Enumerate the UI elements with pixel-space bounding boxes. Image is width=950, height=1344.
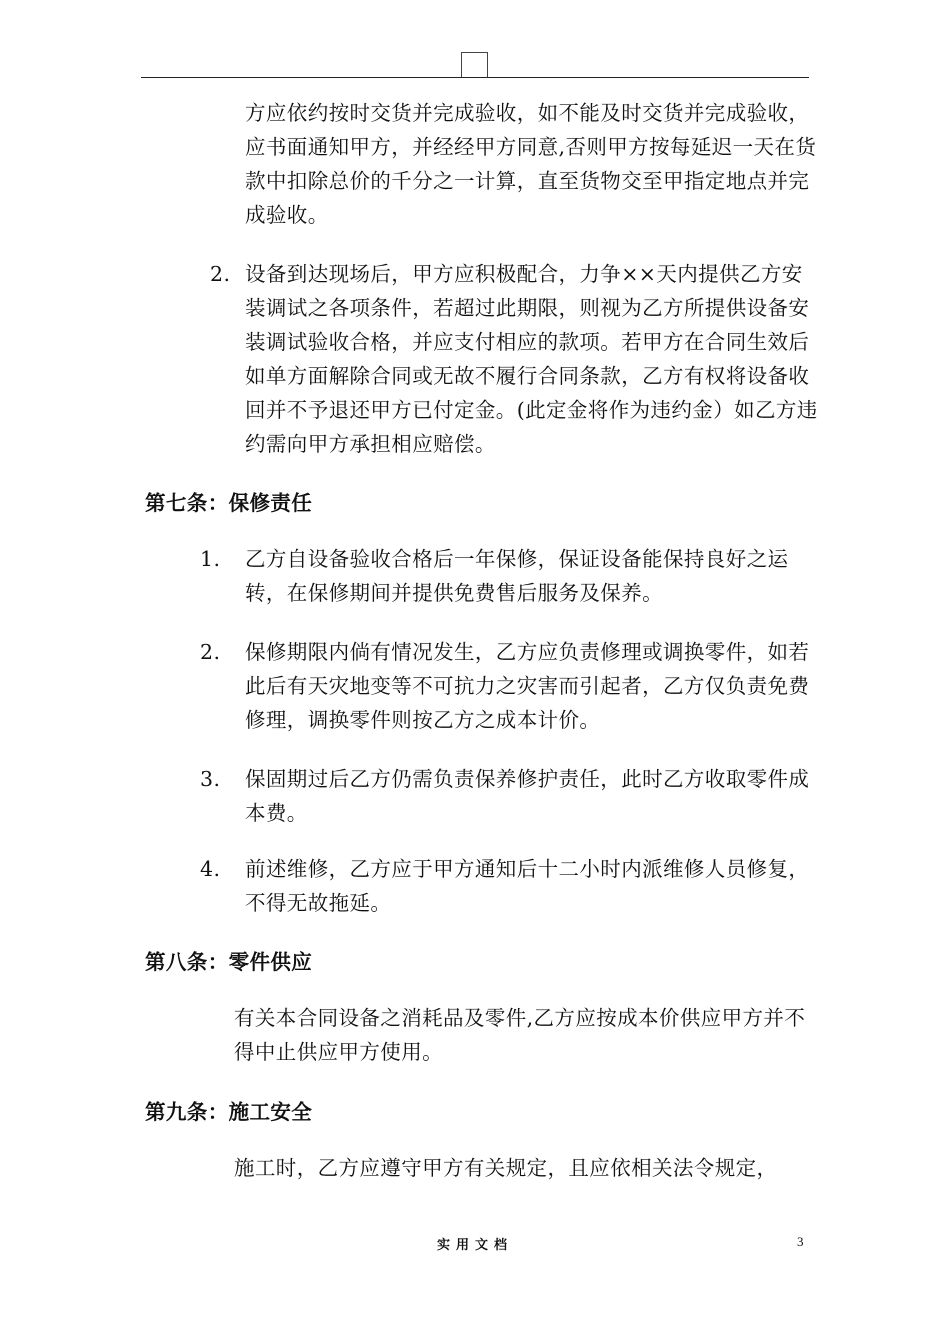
header-tab-box: [461, 52, 488, 77]
list-item: [200, 542, 820, 610]
list-text: 乙方自设备验收合格后一年保修，保证设备能保持良好之运转，在保修期间并提供免费售后服务及保养。: [245, 547, 789, 605]
list-item-prev-2: [210, 257, 820, 461]
list-item: [200, 852, 820, 920]
list-item: [200, 762, 820, 830]
article-8-heading: 第八条：零件供应: [145, 950, 313, 974]
continuation-paragraph: 方应依约按时交货并完成验收，如不能及时交货并完成验收，应书面通知甲方，并经经甲方同意,否则甲方按每延迟一天在货款中扣除总价的千分之一计算，直至货物交至甲指定地点并完成验收。: [245, 101, 817, 227]
header-rule: [141, 77, 809, 78]
list-number: 3.: [200, 767, 221, 791]
article-9-text: 施工时，乙方应遵守甲方有关规定，且应依相关法令规定，: [234, 1156, 778, 1180]
list-text: 前述维修，乙方应于甲方通知后十二小时内派维修人员修复，不得无故拖延。: [245, 857, 810, 915]
page-number: 3: [797, 1234, 804, 1249]
list-text: 设备到达现场后，甲方应积极配合，力争××天内提供乙方安装调试之各项条件，若超过此期限，则视为乙方所提供设备安装调试验收合格，并应支付相应的款项。若甲方在合同生效后如单方面解除合同或无故不履行合同条款，乙方有权将设备收回并不予退还甲方已付定金。(此定金将作为违约金）如乙方违约需向甲方承担相应赔偿。: [245, 262, 818, 456]
list-text: 保固期过后乙方仍需负责保养修护责任，此时乙方收取零件成本费。: [245, 767, 810, 825]
list-item: [200, 635, 820, 737]
list-number: 1.: [200, 547, 221, 571]
article-8-text: 有关本合同设备之消耗品及零件,乙方应按成本价供应甲方并不得中止供应甲方使用。: [234, 1006, 806, 1064]
article-9-heading: 第九条：施工安全: [145, 1100, 313, 1124]
list-number: 4.: [200, 857, 221, 881]
list-number: 2.: [200, 640, 221, 664]
article-7-heading: 第七条：保修责任: [145, 491, 313, 515]
list-number: 2.: [210, 262, 231, 286]
list-text: 保修期限内倘有情况发生，乙方应负责修理或调换零件，如若此后有天灾地变等不可抗力之灾害而引起者，乙方仅负责免费修理，调换零件则按乙方之成本计价。: [245, 640, 810, 732]
footer-label: 实用文档: [436, 1238, 513, 1253]
